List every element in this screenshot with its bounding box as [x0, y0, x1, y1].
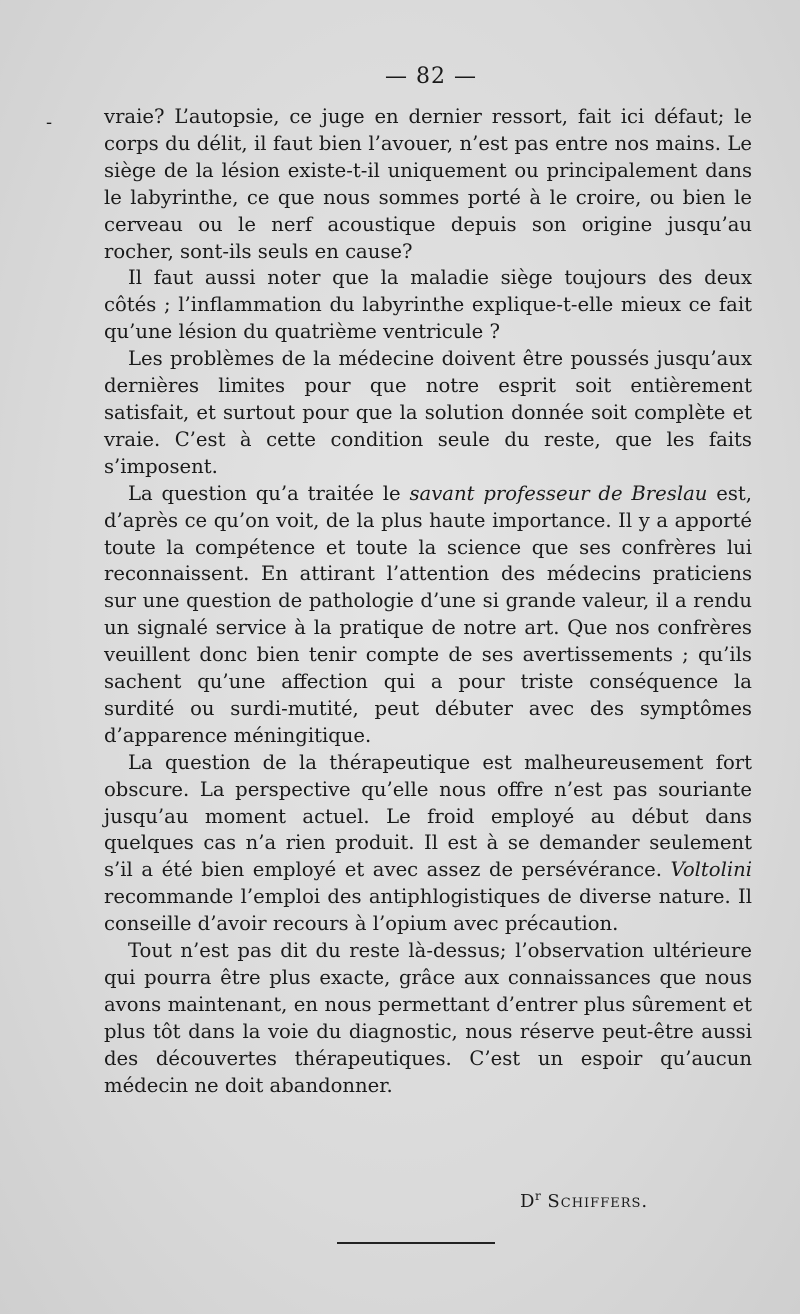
- paragraph: [104, 104, 752, 265]
- page-number: — 82 —: [385, 64, 477, 89]
- signature-name: Schiffers.: [547, 1191, 649, 1212]
- text-run: Il faut aussi noter que la maladie siège toujours des deux côtés ; l’inflammation du labyrinthe explique-t-elle mieux ce fait qu’une lésion du quatrième ventricule ?: [104, 266, 752, 344]
- signature: [520, 1189, 680, 1212]
- end-rule: [337, 1242, 495, 1244]
- paragraph: [104, 265, 752, 346]
- text-run: est, d’après ce qu’on voit, de la plus haute importance. Il y a apporté toute la compétence et toute la science que ses confrères lui reconnaissent. En attirant l’attention des médecins praticiens sur une question de pathologie d’une si grande valeur, il a rendu un signalé service à la pratique de notre art. Que nos confrères veuillent donc bien tenir compte de ses avertissements ; qu’ils sachent qu’une affection qui a pour triste conséquence la surdité ou surdi-mutité, peut débuter avec des symptômes d’apparence méningitique.: [104, 481, 753, 747]
- text-run: Les problèmes de la médecine doivent être poussés jusqu’aux dernières limites pour que notre esprit soit entièrement satisfait, et surtout pour que la solution donnée soit complète et vraie. C’est à cette condition seule du reste, que les faits s’imposent.: [104, 347, 752, 478]
- text-run: vraie? L’autopsie, ce juge en dernier ressort, fait ici défaut; le corps du délit, il faut bien l’avouer, n’est pas entre nos mains. Le siège de la lésion existe-t-il uniquement ou principalement dans le labyrinthe, ce que nous sommes porté à le croire, ou bien le cerveau ou le nerf acoustique depuis son origine jusqu’au rocher, sont-ils seuls en cause?: [104, 105, 752, 263]
- text-run: recommande l’emploi des antiphlogistiques de diverse nature. Il conseille d’avoir recours à l’opium avec précaution.: [104, 885, 752, 936]
- paragraph: [104, 346, 752, 481]
- signature-superscript: r: [534, 1189, 542, 1203]
- italic-text: Voltolini: [670, 858, 752, 882]
- text-run: La question qu’a traitée le: [128, 481, 410, 505]
- signature-prefix: D: [520, 1191, 535, 1212]
- paragraph: [104, 750, 752, 938]
- margin-mark: -: [46, 112, 53, 133]
- paragraph: [104, 481, 752, 750]
- text-run: Tout n’est pas dit du reste là-dessus; l’observation ultérieure qui pourra être plus exacte, grâce aux connaissances que nous avons maintenant, en nous permettant d’entrer plus sûrement et plus tôt dans la voie du diagnostic, nous réserve peut-être aussi des découvertes thérapeutiques. C’est un espoir qu’aucun médecin ne doit abandonner.: [104, 939, 752, 1097]
- text-run: La question de la thérapeutique est malheureusement fort obscure. La perspective qu’elle nous offre n’est pas souriante jusqu’au moment actuel. Le froid employé au début dans quelques cas n’a rien produit. Il est à se demander seulement s’il a été bien employé et avec assez de persévérance.: [104, 750, 752, 882]
- body-text: [104, 104, 752, 1100]
- italic-text: savant professeur de Breslau: [409, 481, 708, 505]
- paragraph: [104, 938, 752, 1099]
